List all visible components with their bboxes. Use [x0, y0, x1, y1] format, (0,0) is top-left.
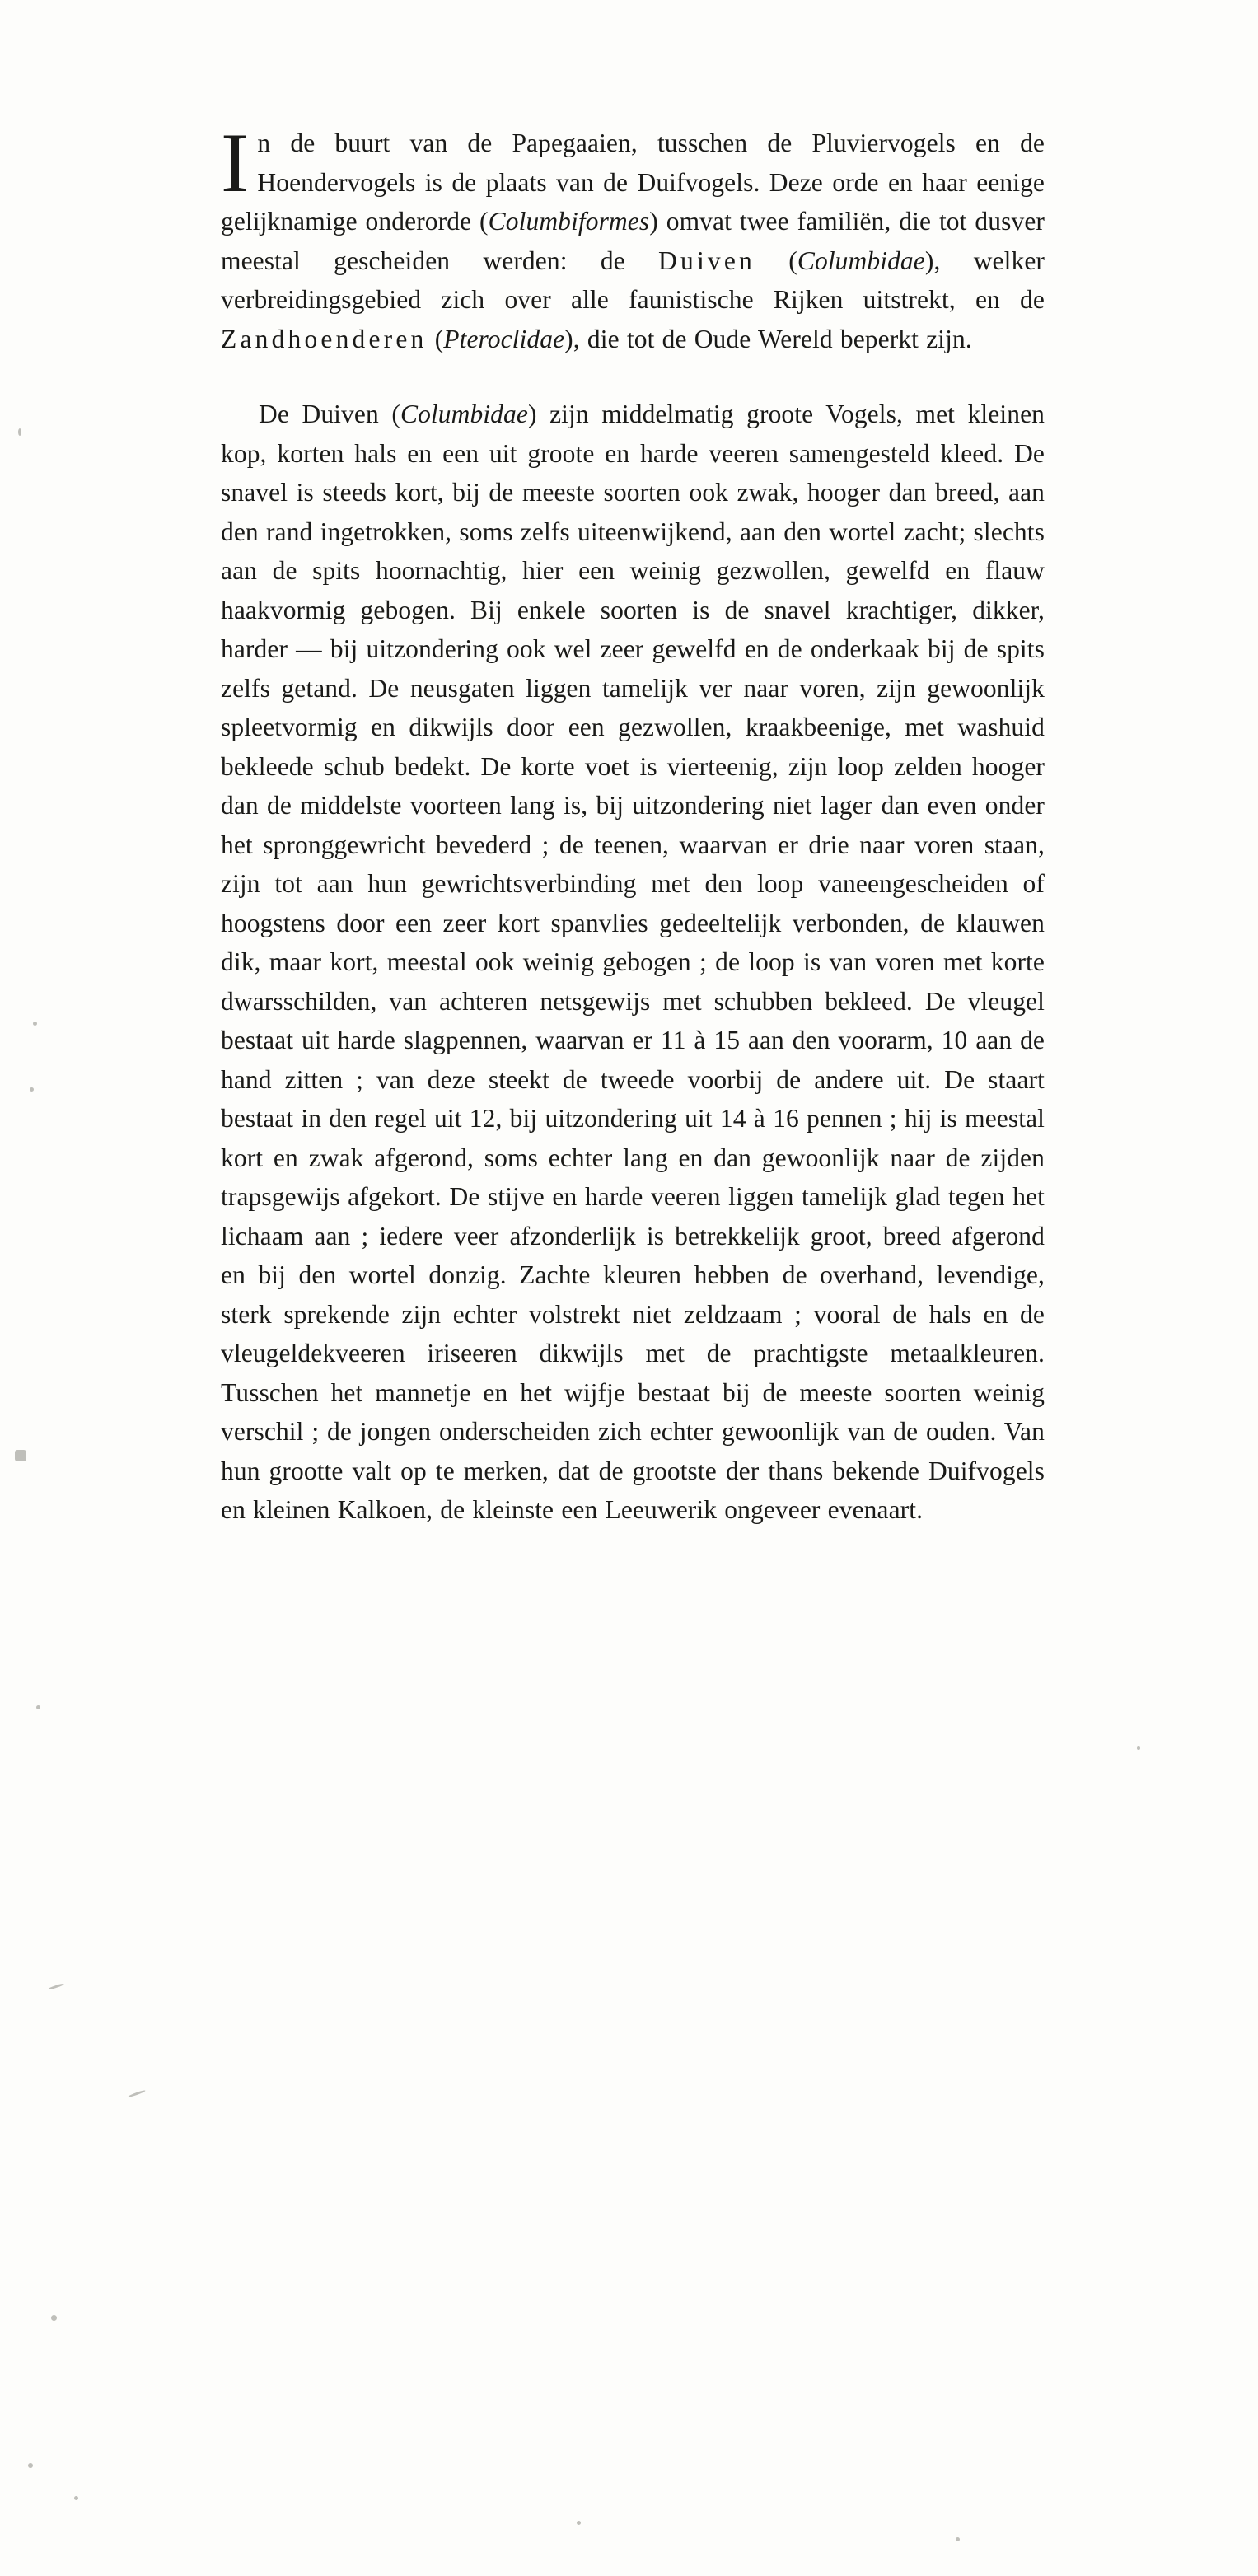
para1-run-11: ), die tot de Oude Wereld beperkt zijn.: [564, 324, 972, 353]
para1-run-10-italic: Pteroclidae: [443, 324, 565, 353]
para2-run-3: ) zijn middelmatig groote Vogels, met kleinen kop, korten hals en een uit groote en harde veeren samengesteld kleed. De snavel is steeds kort, bij de meeste soorten ook zwak, hooger dan breed, aan den rand ingetrokken, soms zelfs uiteenwijkend, aan den wortel zacht; slechts aan de spits hoornachtig, hier een weinig gezwollen, gewelfd en flauw haakvormig gebogen. Bij enkele soorten is de snavel krachtiger, dikker, harder — bij uitzondering ook wel zeer gewelfd en de onderkaak bij de spits zelfs getand. De neusgaten liggen tamelijk ver naar voren, zijn gewoonlijk spleetvormig en dikwijls door een gezwollen, kraakbeenige, met washuid bekleede schub bedekt. De korte voet is vierteenig, zijn loop zelden hooger dan de middelste voorteen lang is, bij uitzondering niet lager dan even onder het spronggewricht bevederd ; de teenen, waarvan er drie naar voren staan, zijn tot aan hun gewrichtsverbinding met den loop vaneengescheiden of hoogstens door een zeer kort spanvlies gedeeltelijk verbonden, de klauwen dik, maar kort, meestal ook weinig gebogen ; de loop is van voren met korte dwarsschilden, van achteren netsgewijs met schubben bekleed. De vleugel bestaat uit harde slagpennen, waarvan er 11 à 15 aan den voorarm, 10 aan de hand zitten ; van deze steekt de tweede voorbij de andere uit. De staart bestaat in den regel uit 12, bij uitzondering uit 14 à 16 pennen ; hij is meestal kort en zwak afgerond, soms echter lang en dan gewoonlijk naar de zijden trapsgewijs afgekort. De stijve en harde veeren liggen tamelijk glad tegen het lichaam aan ; iedere veer afzonderlijk is betrekkelijk groot, breed afgerond en bij den wortel donzig. Zachte kleuren hebben de overhand, levendige, sterk sprekende zijn echter volstrekt niet zeldzaam ; vooral de hals en de vleugeldekveeren iriseeren dikwijls met de prachtigste metaalkleuren. Tusschen het mannetje en het wijfje bestaat bij de meeste soorten weinig verschil ; de jongen onderscheiden zich echter gewoonlijk van de ouden. Van hun grootte valt op te merken, dat de grootste der thans bekende Duifvogels en kleinen Kalkoen, de kleinste een Leeuwerik ongeveer evenaart.: [221, 400, 1045, 1524]
para1-run-9: (: [427, 324, 444, 353]
scan-speckle: [33, 1022, 37, 1026]
scan-speckle: [956, 2537, 960, 2541]
para2-run-2-italic: Columbidae: [400, 400, 528, 428]
para1-run-6-italic: Columbidae: [797, 245, 925, 275]
para1-run-1: n de buurt van de Papegaaien, tusschen de Pluviervogels en de Hoendervogels is de plaats van de Duifvogels. Deze orde en haar eenige gelijknamige onderorde (: [221, 129, 1045, 236]
scan-speckle: [74, 2496, 78, 2500]
scan-speckle: [128, 2089, 146, 2097]
paragraph-intro: [221, 116, 1045, 358]
para2-run-1: De Duiven (: [259, 400, 400, 428]
drop-cap-letter: I: [221, 116, 250, 210]
scan-speckle: [51, 2315, 57, 2321]
para1-run-3: ) omvat twee familiën, die tot dusver meestal gescheiden werden: de: [221, 207, 1045, 275]
para1-run-7: ), welker verbreidingsgebied zich over alle faunistische Rijken uitstrekt, en de: [221, 245, 1045, 314]
body-text: [221, 116, 1045, 1530]
scan-speckle: [15, 1450, 26, 1461]
scan-speckle: [18, 428, 21, 436]
para1-run-5: (: [755, 245, 797, 275]
para1-run-8-spaced: Zandhoenderen: [221, 324, 428, 353]
scan-speckle: [36, 1705, 40, 1709]
para1-run-4-spaced: Duiven: [658, 245, 755, 275]
scan-speckle: [48, 1983, 64, 1990]
scan-speckle: [28, 2463, 33, 2468]
para1-run-2-italic: Columbiformes: [488, 207, 650, 236]
paragraph-description: [221, 395, 1045, 1530]
scan-speckle: [30, 1087, 34, 1092]
scan-speckle: [1137, 1746, 1140, 1750]
scan-speckle: [577, 2521, 581, 2525]
